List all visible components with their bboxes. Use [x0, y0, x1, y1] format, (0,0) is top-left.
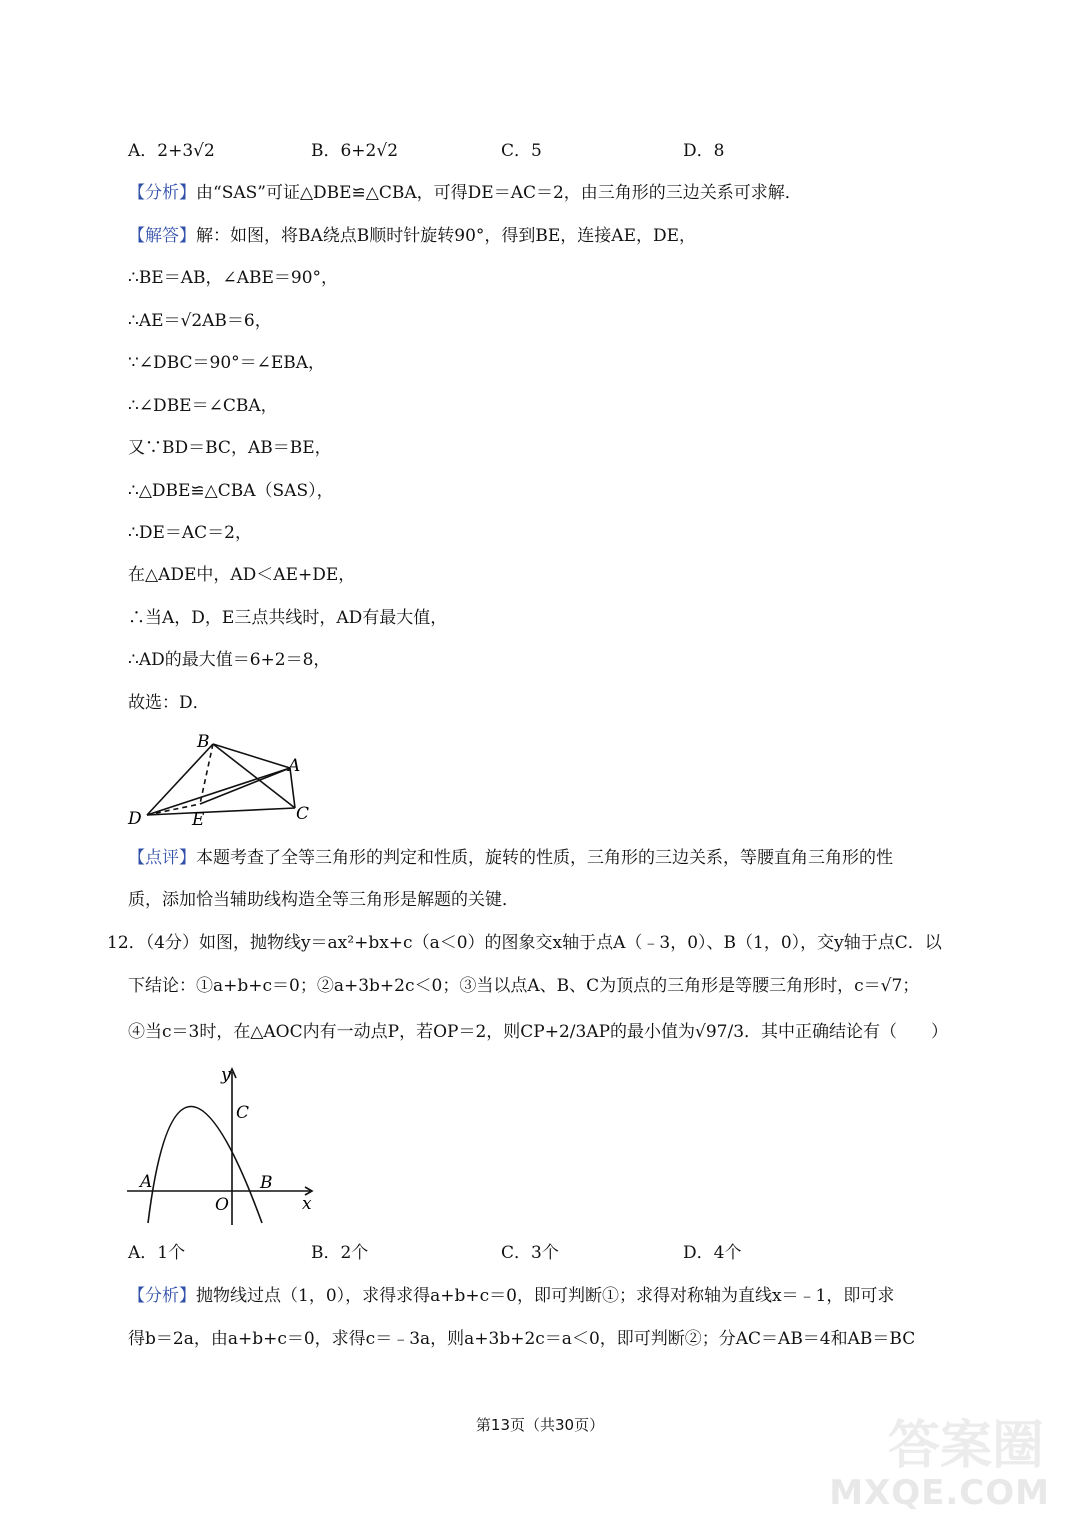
comment-text-1: 本题考查了全等三角形的判定和性质，旋转的性质，三角形的三边关系，等腰直角三角形的性 [196, 848, 893, 868]
solution-step: ∴当A，D，E三点共线时，AD有最大值， [128, 608, 448, 628]
q12-stem-line2: 下结论：①a+b+c＝0；②a+3b+2c＜0；③当以点A、B、C为顶点的三角形是等腰三角形时，c＝√7； [128, 976, 920, 996]
watermark-site: MXQE.COM [829, 1473, 1050, 1513]
watermark-brand: 答案圈 [887, 1416, 1044, 1476]
q11-option-d: D．8 [683, 141, 725, 161]
solution-step: ∴BE＝AB，∠ABE＝90°， [128, 268, 339, 288]
q11-comment-line1 [128, 846, 893, 870]
label-a: A [288, 756, 301, 776]
label-a: A [140, 1172, 153, 1192]
label-y: y [221, 1065, 231, 1085]
label-x: x [302, 1194, 312, 1214]
analysis-tag: 【分析】 [128, 183, 196, 203]
page-number: 第13页（共30页） [475, 1416, 605, 1434]
label-e: E [192, 810, 205, 830]
q12-parabola-figure [122, 1060, 322, 1230]
solution-step: ∵∠DBC＝90°＝∠EBA， [128, 353, 326, 373]
solution-step: ∴AE＝√2AB＝6， [128, 311, 272, 331]
q12-option-b: B．2个 [311, 1243, 369, 1263]
q12-stem-line3: ④当c＝3时，在△AOC内有一动点P，若OP＝2，则CP+2/3AP的最小值为√97/3．其中正确结论有（ ） [128, 1022, 949, 1042]
segment-bc [213, 744, 295, 808]
segment-dc [147, 808, 295, 815]
solution-step: ∴AD的最大值＝6+2＝8， [128, 650, 331, 670]
solution-tag: 【解答】 [128, 226, 196, 246]
q11-option-c: C．5 [501, 141, 542, 161]
segment-ea [200, 768, 290, 804]
parabola-curve [148, 1107, 262, 1224]
solution-step: 故选：D． [128, 693, 210, 713]
label-c: C [296, 804, 310, 824]
label-d: D [128, 809, 142, 829]
solution-step: ∴△DBE≌△CBA（SAS）， [128, 481, 334, 501]
q11-option-a: A．2+3√2 [128, 141, 215, 161]
label-c: C [236, 1103, 250, 1123]
analysis-tag: 【分析】 [128, 1286, 196, 1306]
q11-analysis [128, 181, 802, 205]
q11-solution-first [128, 224, 696, 248]
q12-analysis-text-2: 得b＝2a，由a+b+c＝0，求得c＝﹣3a，则a+3b+2c＝a＜0，即可判断②；分AC＝AB＝4和AB＝BC [128, 1329, 916, 1349]
label-b: B [197, 732, 210, 752]
solution-step: ∴DE＝AC＝2， [128, 523, 252, 543]
label-o: O [215, 1195, 229, 1215]
q11-options [128, 139, 1028, 163]
q12-option-c: C．3个 [501, 1243, 559, 1263]
q12-stem-line1: 12．（4分）如图，抛物线y＝ax²+bx+c（a＜0）的图象交x轴于点A（﹣3，0）、B（1，0），交y轴于点C．以 [107, 933, 942, 953]
q12-option-d: D．4个 [683, 1243, 742, 1263]
comment-tag: 【点评】 [128, 848, 196, 868]
analysis-text: 由“SAS”可证△DBE≌△CBA，可得DE＝AC＝2，由三角形的三边关系可求解． [196, 183, 802, 203]
q11-option-b: B．6+2√2 [311, 141, 399, 161]
q12-option-a: A．1个 [128, 1243, 186, 1263]
q12-analysis-line1 [128, 1284, 894, 1308]
q12-options [128, 1241, 1028, 1265]
solution-step: 在△ADE中，AD＜AE+DE， [128, 565, 356, 585]
segment-ba [213, 744, 290, 768]
watermark-logo [829, 1403, 1050, 1513]
solution-step: 又∵BD＝BC，AB＝BE， [128, 438, 332, 458]
comment-text-2: 质，添加恰当辅助线构造全等三角形是解题的关键． [128, 890, 519, 910]
solution-intro: 解：如图，将BA绕点B顺时针旋转90°，得到BE，连接AE，DE， [196, 226, 697, 246]
label-b: B [260, 1173, 273, 1193]
solution-step: ∴∠DBE＝∠CBA， [128, 396, 278, 416]
q11-geometry-figure [120, 728, 330, 832]
q12-analysis-text-1: 抛物线过点（1，0），求得求得a+b+c＝0，即可判断①；求得对称轴为直线x＝﹣1，即可求 [196, 1286, 895, 1306]
